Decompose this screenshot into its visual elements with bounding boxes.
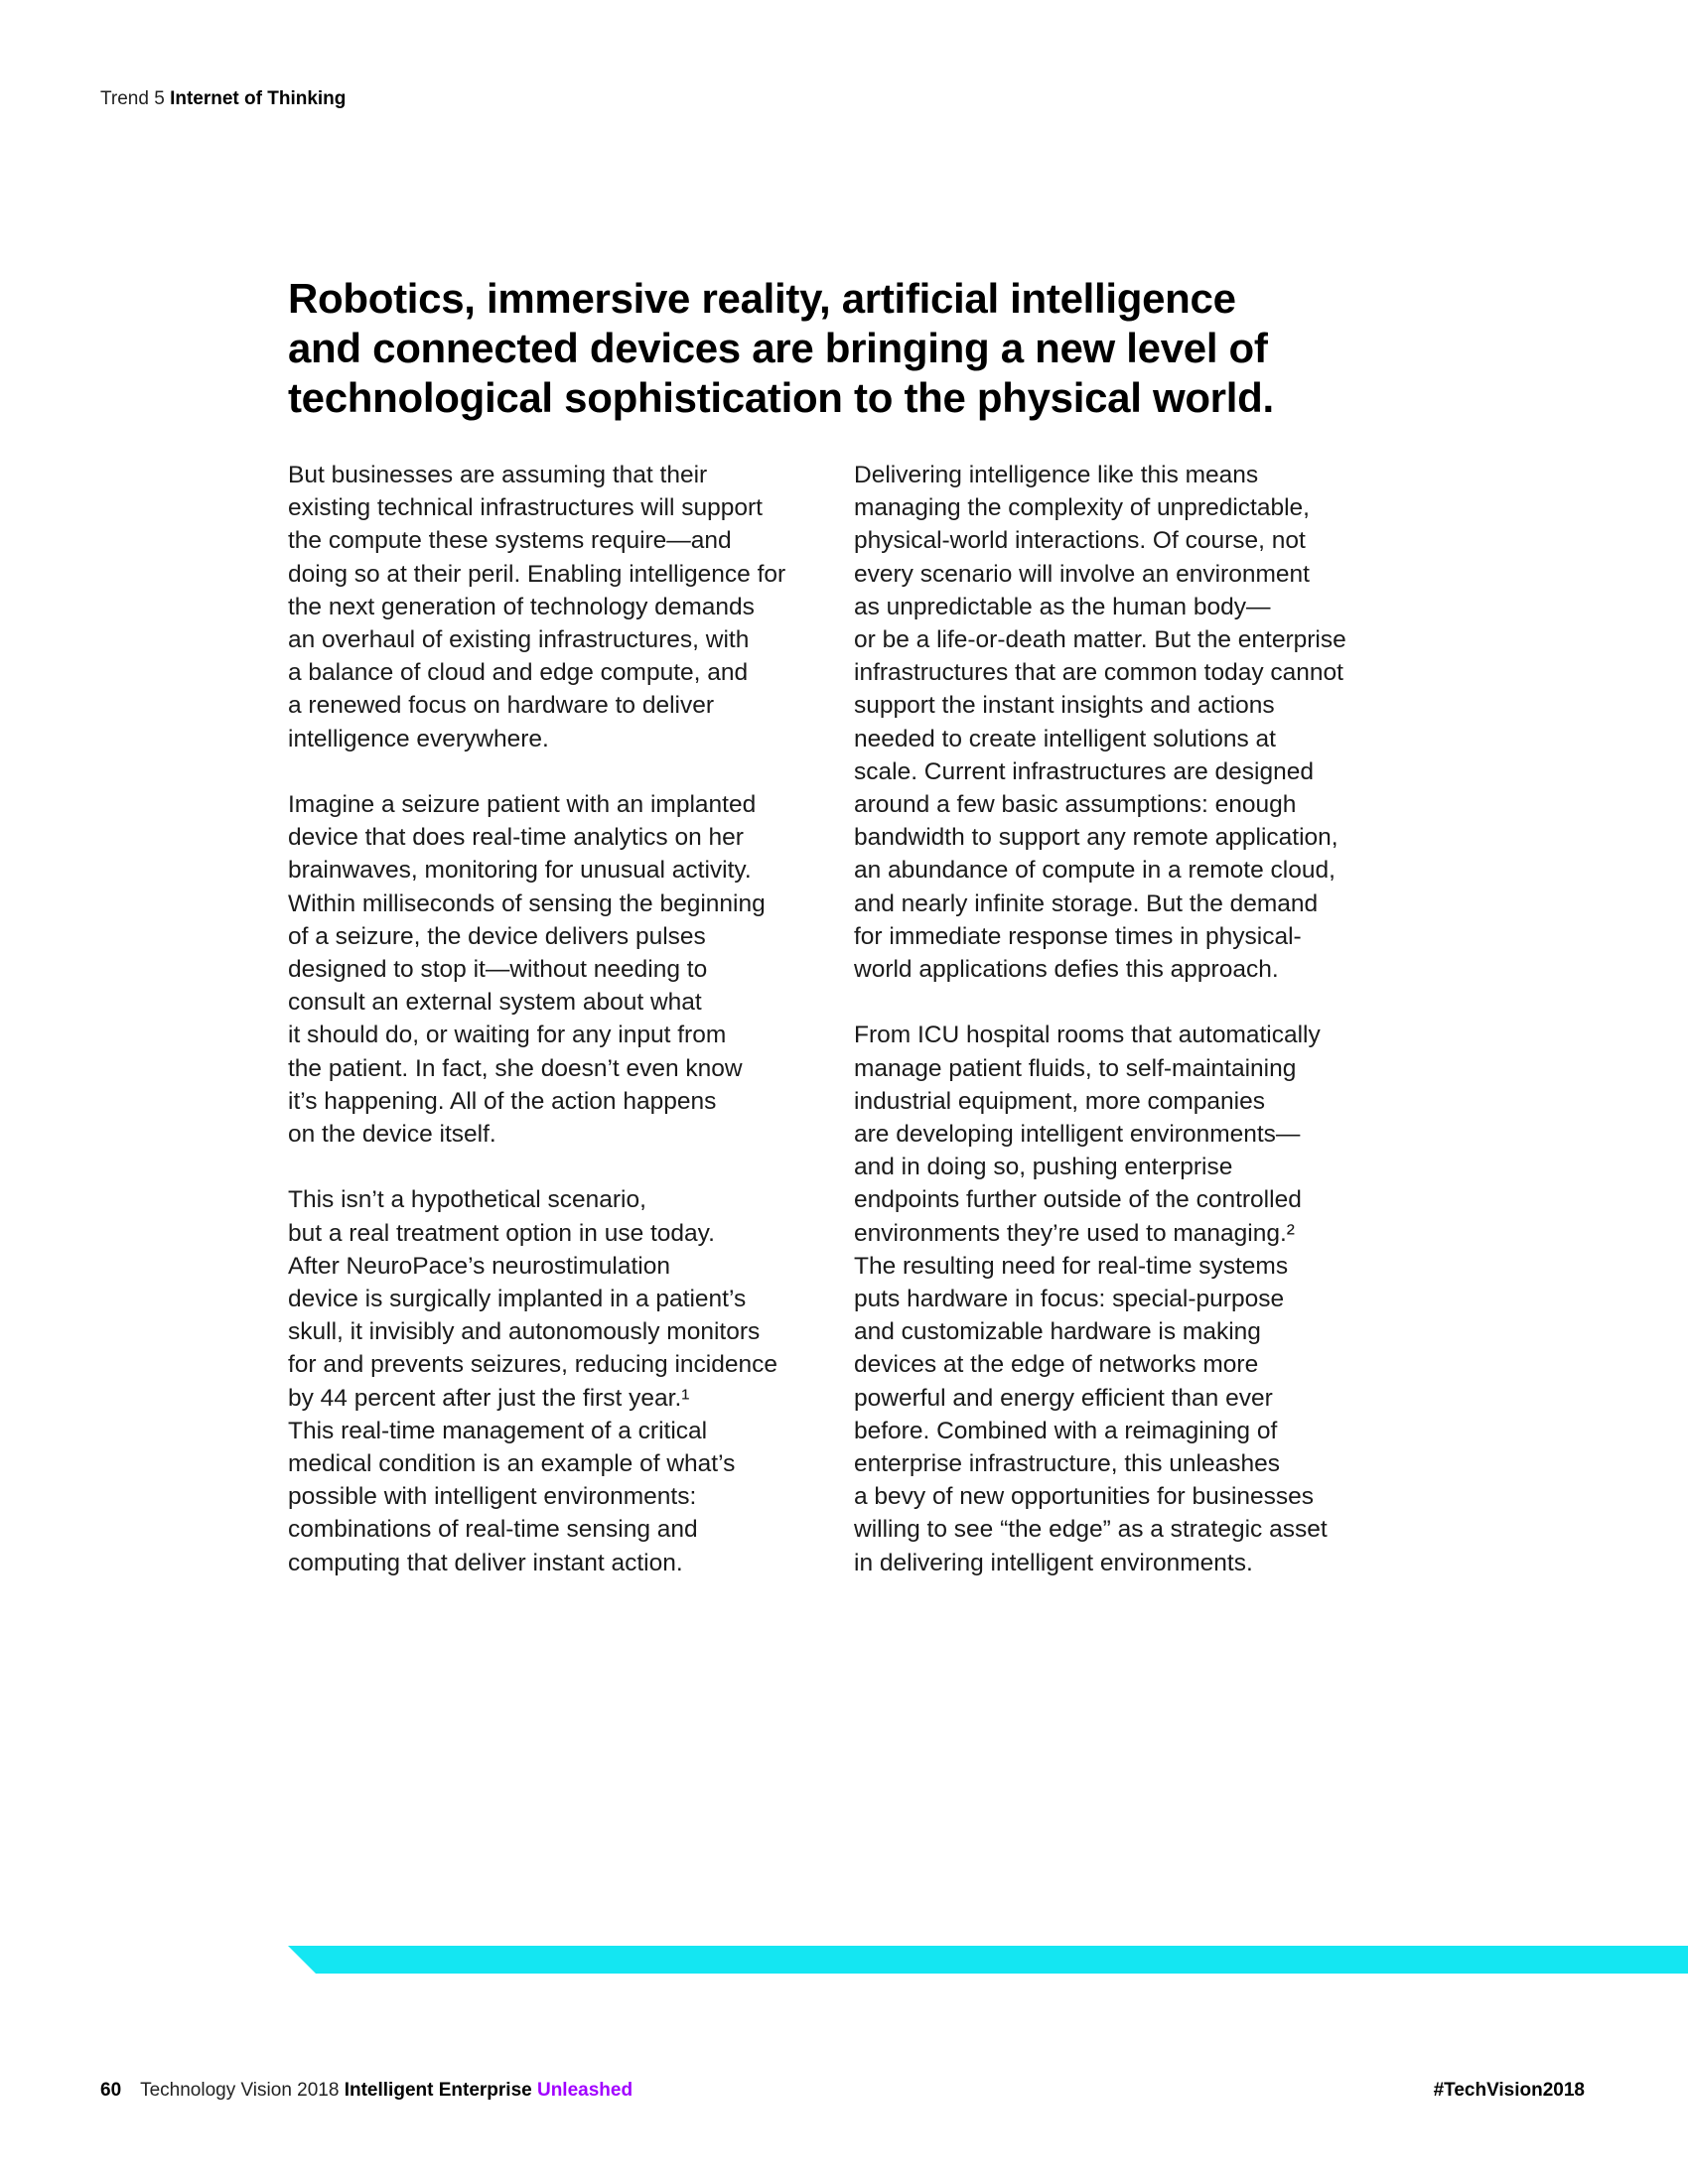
body-line: the compute these systems require—and [288, 527, 732, 555]
body-line: as unpredictable as the human body— [854, 593, 1271, 620]
body-line: skull, it invisibly and autonomously monitors [288, 1318, 761, 1346]
body-line: environments they’re used to managing.² [854, 1219, 1295, 1247]
body-line: it’s happening. All of the action happens [288, 1087, 717, 1115]
body-line: a bevy of new opportunities for businesses [854, 1483, 1315, 1511]
body-line: and nearly infinite storage. But the demand [854, 889, 1319, 917]
body-line: Within milliseconds of sensing the beginning [288, 889, 766, 917]
body-line: around a few basic assumptions: enough [854, 791, 1297, 819]
body-line: industrial equipment, more companies [854, 1087, 1265, 1115]
footer-left [100, 2079, 633, 2103]
body-line: willing to see “the edge” as a strategic asset [854, 1516, 1328, 1544]
body-line: bandwidth to support any remote application, [854, 824, 1338, 852]
body-line: possible with intelligent environments: [288, 1483, 697, 1511]
body-line: support the instant insights and actions [854, 692, 1275, 720]
running-head [100, 87, 346, 111]
body-line: it should do, or waiting for any input from [288, 1022, 727, 1049]
body-line: on the device itself. [288, 1121, 496, 1149]
body-line: doing so at their peril. Enabling intelligence for [288, 560, 786, 588]
body-line: Delivering intelligence like this means [854, 462, 1259, 488]
body-line: devices at the edge of networks more [854, 1351, 1259, 1379]
body-line: infrastructures that are common today cannot [854, 659, 1343, 687]
body-line: endpoints further outside of the controlled [854, 1186, 1302, 1214]
body-line: every scenario will involve an environment [854, 560, 1310, 588]
footer-title-accent: Unleashed [536, 2080, 633, 2101]
body-line: Imagine a seizure patient with an implanted [288, 791, 757, 819]
body-line: and customizable hardware is making [854, 1318, 1261, 1346]
body-line: in delivering intelligent environments. [854, 1549, 1253, 1576]
body-paragraph [288, 1183, 844, 1578]
body-paragraph [854, 1019, 1410, 1578]
body-line: before. Combined with a reimagining of [854, 1417, 1278, 1444]
body-line: an abundance of compute in a remote cloud, [854, 857, 1336, 885]
footer-hashtag: #TechVision2018 [1433, 2080, 1585, 2101]
body-line: world applications defies this approach. [854, 956, 1279, 984]
running-head-title: Internet of Thinking [170, 88, 347, 109]
body-line: This isn’t a hypothetical scenario, [288, 1186, 646, 1214]
body-line: medical condition is an example of what’s [288, 1450, 736, 1478]
body-line: This real-time management of a critical [288, 1417, 708, 1444]
body-line: a balance of cloud and edge compute, and [288, 659, 749, 687]
body-line: combinations of real-time sensing and [288, 1516, 698, 1544]
body-line: the next generation of technology demands [288, 593, 755, 620]
body-line: or be a life-or-death matter. But the enterprise [854, 626, 1346, 654]
body-line: for immediate response times in physical- [854, 922, 1302, 950]
running-head-trend: Trend 5 [100, 88, 165, 109]
body-line: device is surgically implanted in a patient’s [288, 1286, 747, 1313]
body-line: an overhaul of existing infrastructures, with [288, 626, 750, 654]
body-line: consult an external system about what [288, 989, 702, 1017]
body-line: a renewed focus on hardware to deliver [288, 692, 715, 720]
body-line: device that does real-time analytics on her [288, 824, 744, 852]
body-line: After NeuroPace’s neurostimulation [288, 1252, 670, 1280]
footer-title-bold: Intelligent Enterprise [344, 2080, 532, 2101]
body-line: managing the complexity of unpredictable, [854, 494, 1310, 522]
right-column [854, 459, 1410, 1579]
body-line: the patient. In fact, she doesn’t even know [288, 1054, 743, 1082]
body-line: and in doing so, pushing enterprise [854, 1154, 1233, 1181]
body-line: existing technical infrastructures will support [288, 494, 763, 522]
body-line: intelligence everywhere. [288, 725, 549, 752]
body-line: enterprise infrastructure, this unleashes [854, 1450, 1280, 1478]
body-line: of a seizure, the device delivers pulses [288, 922, 706, 950]
body-line: powerful and energy efficient than ever [854, 1384, 1273, 1412]
page-number: 60 [100, 2080, 122, 2101]
body-line: for and prevents seizures, reducing incidence [288, 1351, 778, 1379]
body-line: manage patient fluids, to self-maintaining [854, 1054, 1297, 1082]
headline-line: Robotics, immersive reality, artificial intelligence [288, 275, 1236, 322]
body-line: The resulting need for real-time systems [854, 1252, 1289, 1280]
body-line: but a real treatment option in use today. [288, 1219, 715, 1247]
headline [288, 274, 1380, 423]
body-line: physical-world interactions. Of course, not [854, 527, 1306, 555]
body-line: brainwaves, monitoring for unusual activity. [288, 857, 752, 885]
body-line: are developing intelligent environments— [854, 1121, 1301, 1149]
body-line: puts hardware in focus: special-purpose [854, 1286, 1285, 1313]
body-line: scale. Current infrastructures are designed [854, 757, 1314, 785]
body-line: From ICU hospital rooms that automatically [854, 1022, 1321, 1049]
headline-line: and connected devices are bringing a new level of [288, 325, 1268, 371]
accent-bar [288, 1946, 1688, 1974]
body-line: computing that deliver instant action. [288, 1549, 683, 1576]
left-column [288, 459, 844, 1579]
body-line: by 44 percent after just the first year.¹ [288, 1384, 690, 1412]
body-paragraph [288, 459, 844, 755]
body-line: But businesses are assuming that their [288, 462, 708, 488]
footer-publication: Technology Vision 2018 [140, 2080, 340, 2101]
headline-line: technological sophistication to the physical world. [288, 374, 1274, 421]
body-paragraph [288, 788, 844, 1151]
body-line: designed to stop it—without needing to [288, 956, 708, 984]
body-paragraph [854, 459, 1410, 986]
body-line: needed to create intelligent solutions at [854, 725, 1276, 752]
